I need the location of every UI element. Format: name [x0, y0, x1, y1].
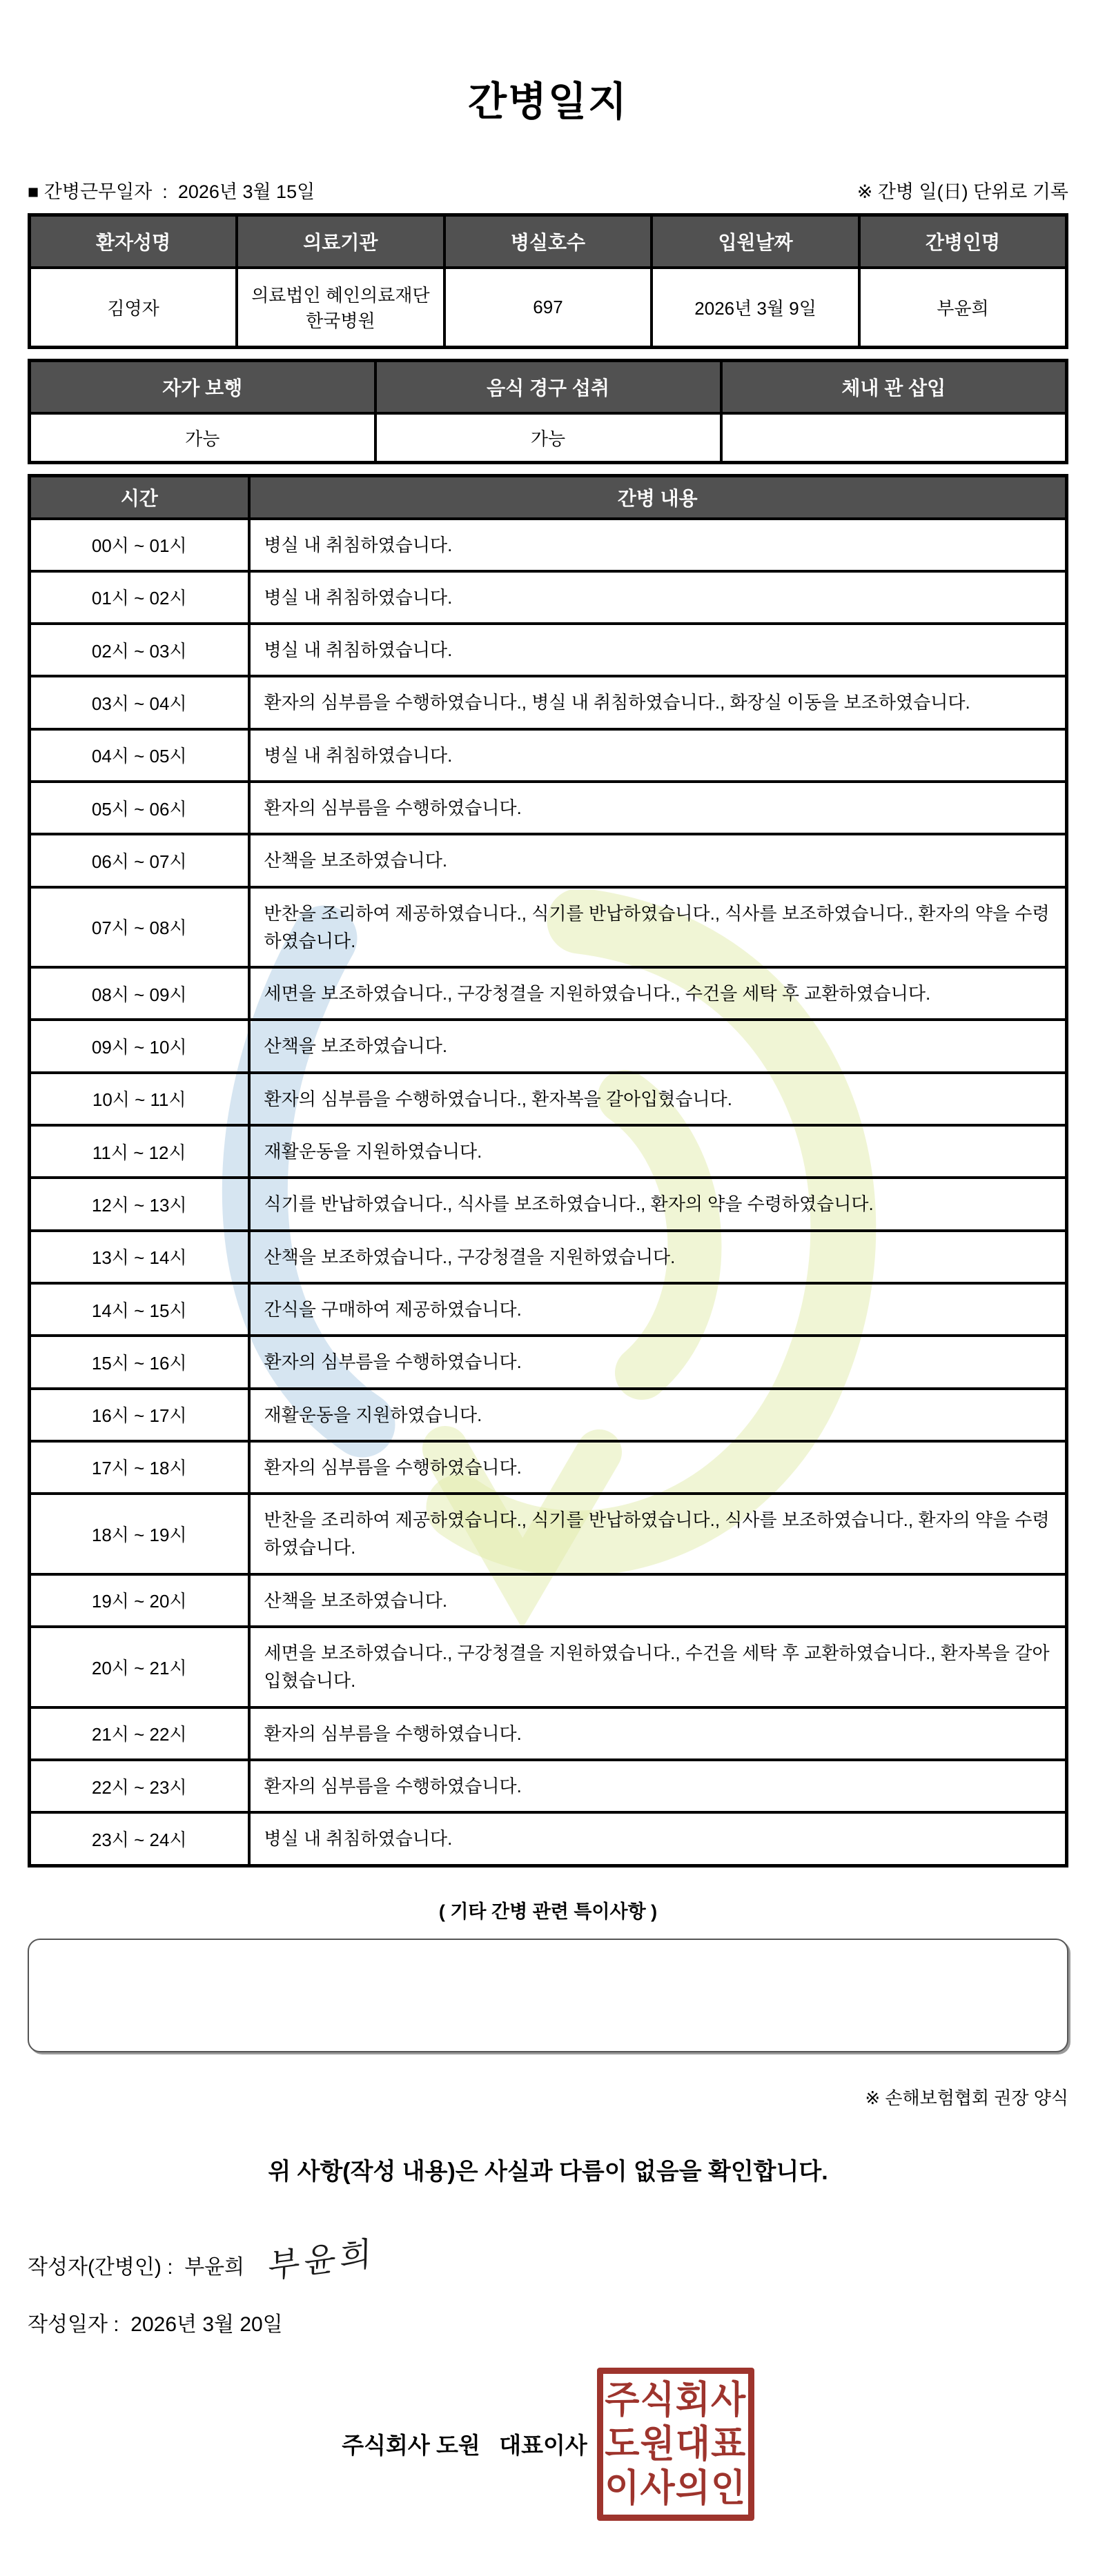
care-log-row	[30, 1336, 1067, 1388]
header-medical-institution: 의료기관	[237, 215, 444, 268]
writer-name: 부윤희	[184, 2255, 245, 2279]
care-log-row	[30, 1627, 1067, 1707]
care-log-row	[30, 519, 1067, 571]
seal-text-line: 도원대표	[605, 2423, 747, 2465]
writer-label: 작성자(간병인) :	[28, 2255, 185, 2279]
care-time-cell: 02시 ~ 03시	[30, 624, 249, 676]
care-content-cell: 병실 내 취침하였습니다.	[249, 571, 1067, 624]
care-content-cell: 환자의 심부름을 수행하였습니다., 환자복을 갈아입혔습니다.	[249, 1073, 1067, 1125]
care-table-body	[30, 519, 1067, 1866]
care-content-cell: 환자의 심부름을 수행하였습니다.	[249, 1760, 1067, 1812]
value-oral-intake: 가능	[375, 413, 721, 463]
care-content-cell: 반찬을 조리하여 제공하였습니다., 식기를 반납하였습니다., 식사를 보조하였습니다., 환자의 약을 수령하였습니다.	[249, 1494, 1067, 1574]
care-content-cell: 환자의 심부름을 수행하였습니다.	[249, 1441, 1067, 1494]
care-log-row	[30, 1441, 1067, 1494]
seal-text-line: 이사의인	[605, 2467, 747, 2509]
written-date-label: 작성일자 :	[28, 2312, 131, 2336]
value-internal-tube	[721, 413, 1067, 463]
care-log-row	[30, 571, 1067, 624]
handwritten-signature: 부윤희	[268, 2235, 377, 2286]
care-log-row	[30, 624, 1067, 676]
care-time-cell: 13시 ~ 14시	[30, 1231, 249, 1283]
care-log-row	[30, 1178, 1067, 1230]
care-log-row	[30, 1574, 1067, 1627]
care-content-cell: 병실 내 취침하였습니다.	[249, 1812, 1067, 1865]
care-time-cell: 22시 ~ 23시	[30, 1760, 249, 1812]
care-log-row	[30, 1389, 1067, 1441]
care-log-row	[30, 1073, 1067, 1125]
care-time-cell: 23시 ~ 24시	[30, 1812, 249, 1865]
care-time-cell: 00시 ~ 01시	[30, 519, 249, 571]
notes-section-title: ( 기타 간병 관련 특이사항 )	[438, 1901, 658, 1922]
care-time-cell: 11시 ~ 12시	[30, 1125, 249, 1178]
care-log-row	[30, 1231, 1067, 1283]
notes-box	[28, 1939, 1068, 2052]
care-time-cell: 08시 ~ 09시	[30, 967, 249, 1020]
writer-line	[28, 2235, 1068, 2286]
header-time: 시간	[30, 476, 249, 519]
condition-value-row	[30, 413, 1067, 463]
care-time-cell: 05시 ~ 06시	[30, 782, 249, 834]
care-time-cell: 12시 ~ 13시	[30, 1178, 249, 1230]
care-content-cell: 환자의 심부름을 수행하였습니다.	[249, 1707, 1067, 1760]
written-date-value: 2026년 3월 20일	[130, 2312, 283, 2336]
care-time-cell: 20시 ~ 21시	[30, 1627, 249, 1707]
care-content-cell: 간식을 구매하여 제공하였습니다.	[249, 1283, 1067, 1336]
care-log-row	[30, 676, 1067, 729]
meta-row	[28, 177, 1068, 204]
care-time-cell: 07시 ~ 08시	[30, 887, 249, 968]
value-patient-name: 김영자	[30, 268, 237, 348]
value-caregiver-name: 부윤희	[859, 268, 1067, 348]
care-log-row	[30, 834, 1067, 886]
value-medical-institution: 의료법인 혜인의료재단 한국병원	[237, 268, 444, 348]
condition-header-row	[30, 361, 1067, 413]
care-content-cell: 반찬을 조리하여 제공하였습니다., 식기를 반납하였습니다., 식사를 보조하였습니다., 환자의 약을 수령하였습니다.	[249, 887, 1067, 968]
care-log-row	[30, 1494, 1067, 1574]
header-room-number: 병실호수	[444, 215, 652, 268]
care-content-cell: 재활운동을 지원하였습니다.	[249, 1389, 1067, 1441]
work-date-label: ■ 간병근무일자 :	[28, 181, 178, 202]
header-self-walking: 자가 보행	[30, 361, 375, 413]
care-log-row	[30, 729, 1067, 782]
care-log-header-row	[30, 476, 1067, 519]
seal-text-line: 주식회사	[605, 2379, 747, 2421]
care-log-row	[30, 1707, 1067, 1760]
care-content-cell: 세면을 보조하였습니다., 구강청결을 지원하였습니다., 수건을 세탁 후 교환하였습니다., 환자복을 갈아입혔습니다.	[249, 1627, 1067, 1707]
care-time-cell: 10시 ~ 11시	[30, 1073, 249, 1125]
form-note: ※ 손해보험협회 권장 양식	[865, 2087, 1068, 2108]
care-time-cell: 15시 ~ 16시	[30, 1336, 249, 1388]
care-content-cell: 산책을 보조하였습니다.	[249, 834, 1067, 886]
company-name: 주식회사 도원 대표이사	[342, 2433, 587, 2459]
care-log-row	[30, 1020, 1067, 1072]
care-content-cell: 산책을 보조하였습니다.	[249, 1574, 1067, 1627]
patient-info-table	[28, 213, 1068, 349]
care-content-cell: 환자의 심부름을 수행하였습니다., 병실 내 취침하였습니다., 화장실 이동을 보조하였습니다.	[249, 676, 1067, 729]
care-time-cell: 09시 ~ 10시	[30, 1020, 249, 1072]
header-internal-tube: 체내 관 삽입	[721, 361, 1067, 413]
care-time-cell: 04시 ~ 05시	[30, 729, 249, 782]
care-content-cell: 환자의 심부름을 수행하였습니다.	[249, 1336, 1067, 1388]
unit-note: ※ 간병 일(日) 단위로 기록	[857, 181, 1068, 202]
header-patient-name: 환자성명	[30, 215, 237, 268]
care-time-cell: 21시 ~ 22시	[30, 1707, 249, 1760]
care-content-cell: 환자의 심부름을 수행하였습니다.	[249, 782, 1067, 834]
care-time-cell: 06시 ~ 07시	[30, 834, 249, 886]
value-self-walking: 가능	[30, 413, 375, 463]
care-content-cell: 산책을 보조하였습니다., 구강청결을 지원하였습니다.	[249, 1231, 1067, 1283]
care-log-row	[30, 1812, 1067, 1865]
care-log-row	[30, 782, 1067, 834]
care-content-cell: 세면을 보조하였습니다., 구강청결을 지원하였습니다., 수건을 세탁 후 교환하였습니다.	[249, 967, 1067, 1020]
care-log-row	[30, 1760, 1067, 1812]
value-room-number: 697	[444, 268, 652, 348]
care-log-row	[30, 1125, 1067, 1178]
header-admission-date: 입원날짜	[652, 215, 859, 268]
care-log-table	[28, 474, 1068, 1867]
care-log-row	[30, 1283, 1067, 1336]
value-admission-date: 2026년 3월 9일	[652, 268, 859, 348]
header-oral-intake: 음식 경구 섭취	[375, 361, 721, 413]
care-log-row	[30, 887, 1067, 968]
care-time-cell: 03시 ~ 04시	[30, 676, 249, 729]
care-content-cell: 병실 내 취침하였습니다.	[249, 624, 1067, 676]
company-seal-row	[28, 2368, 1068, 2521]
care-content-cell: 병실 내 취침하였습니다.	[249, 519, 1067, 571]
patient-info-value-row	[30, 268, 1067, 348]
care-log-row	[30, 967, 1067, 1020]
care-content-cell: 재활운동을 지원하였습니다.	[249, 1125, 1067, 1178]
care-time-cell: 01시 ~ 02시	[30, 571, 249, 624]
header-care-content: 간병 내용	[249, 476, 1067, 519]
care-content-cell: 식기를 반납하였습니다., 식사를 보조하였습니다., 환자의 약을 수령하였습니다.	[249, 1178, 1067, 1230]
patient-info-header-row	[30, 215, 1067, 268]
work-date-value: 2026년 3월 15일	[177, 181, 315, 202]
page-title: 간병일지	[467, 79, 629, 124]
care-time-cell: 14시 ~ 15시	[30, 1283, 249, 1336]
written-date-line	[28, 2307, 1068, 2337]
condition-table	[28, 359, 1068, 464]
care-content-cell: 산책을 보조하였습니다.	[249, 1020, 1067, 1072]
header-caregiver-name: 간병인명	[859, 215, 1067, 268]
care-time-cell: 17시 ~ 18시	[30, 1441, 249, 1494]
care-time-cell: 18시 ~ 19시	[30, 1494, 249, 1574]
care-content-cell: 병실 내 취침하였습니다.	[249, 729, 1067, 782]
corporate-seal-stamp	[597, 2368, 754, 2521]
care-time-cell: 19시 ~ 20시	[30, 1574, 249, 1627]
care-time-cell: 16시 ~ 17시	[30, 1389, 249, 1441]
confirmation-statement: 위 사항(작성 내용)은 사실과 다름이 없음을 확인합니다.	[268, 2158, 828, 2185]
work-date-line	[28, 177, 315, 204]
